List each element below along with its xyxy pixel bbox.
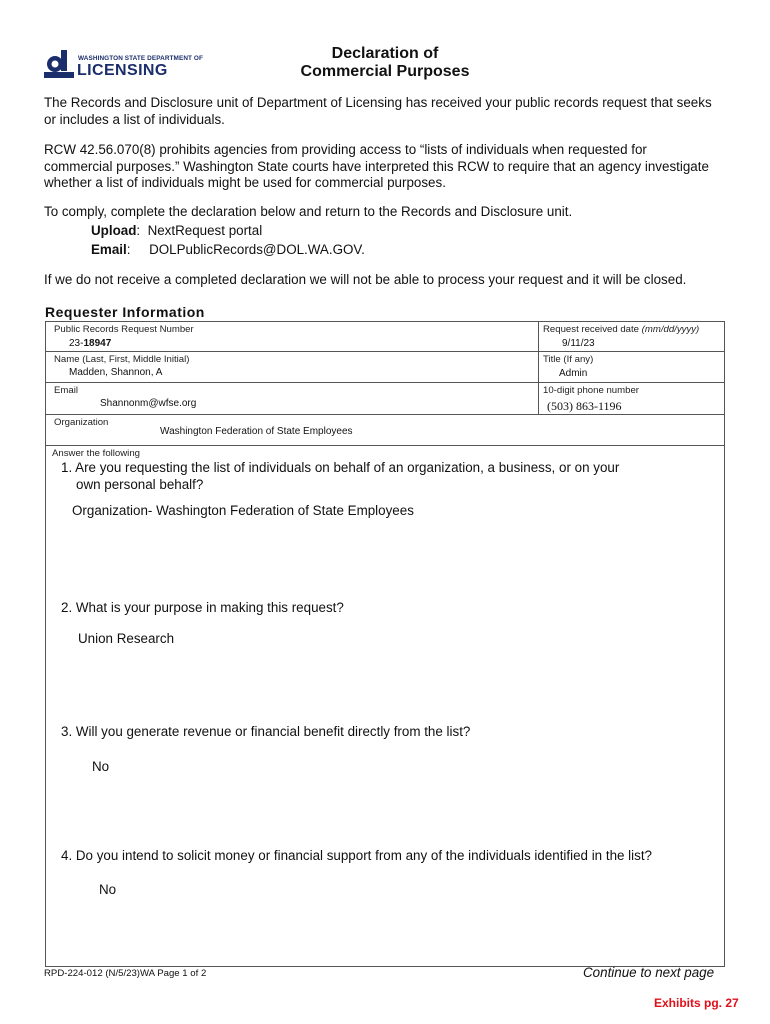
answer-2[interactable]: Union Research xyxy=(78,631,175,646)
title-line-2: Commercial Purposes xyxy=(300,63,470,80)
name-field[interactable]: Madden, Shannon, A xyxy=(69,367,163,378)
title-field[interactable]: Admin xyxy=(559,368,588,379)
question-4: 4. Do you intend to solicit money or financial support from any of the individuals identified in the list? xyxy=(61,848,652,863)
name-label: Name (Last, First, Middle Initial) xyxy=(54,354,190,365)
divider xyxy=(45,382,724,383)
organization-label: Organization xyxy=(54,417,109,428)
question-3: 3. Will you generate revenue or financial benefit directly from the list? xyxy=(61,724,471,739)
organization-field[interactable]: Washington Federation of State Employees xyxy=(160,426,353,437)
page-title xyxy=(250,45,520,81)
continue-note: Continue to next page xyxy=(583,965,715,980)
divider xyxy=(45,445,724,446)
intro-paragraph-2: RCW 42.56.070(8) prohibits agencies from providing access to “lists of individuals when requested for commercial purposes.” Washington State courts have interpreted this RCW to require that an agency investigate whether a list of individuals might be used for commercial purposes. xyxy=(44,142,709,190)
title-line-1: Declaration of xyxy=(331,45,439,62)
requester-section-title: Requester Information xyxy=(45,304,205,320)
request-number-label: Public Records Request Number xyxy=(54,324,194,335)
exhibit-stamp: Exhibits pg. 27 xyxy=(654,996,739,1010)
question-2: 2. What is your purpose in making this request? xyxy=(61,600,344,615)
request-number-prefix: 23- xyxy=(69,338,84,349)
request-number-field[interactable] xyxy=(69,338,111,349)
received-date-format: (mm/dd/yyyy) xyxy=(641,324,700,335)
upload-value: NextRequest portal xyxy=(147,223,263,238)
intro-paragraph-3: To comply, complete the declaration below and return to the Records and Disclosure unit. xyxy=(44,204,573,219)
column-divider xyxy=(538,321,539,414)
divider xyxy=(45,414,724,415)
title-label: Title (If any) xyxy=(543,354,594,365)
requester-email-label: Email xyxy=(54,385,78,396)
dol-logo xyxy=(44,50,204,80)
email-row: Email: DOLPublicRecords@DOL.WA.GOV. xyxy=(91,242,365,257)
request-number-value: 18947 xyxy=(83,338,112,349)
phone-field[interactable]: (503) 863-1196 xyxy=(547,399,622,413)
upload-row: Upload: NextRequest portal xyxy=(91,223,263,238)
email-label: Email xyxy=(91,242,127,257)
upload-label: Upload xyxy=(91,223,137,238)
intro-paragraph-1: The Records and Disclosure unit of Department of Licensing has received your public records request that seeks or includes a list of individuals. xyxy=(44,95,712,127)
form-id: RPD-224-012 (N/5/23)WA Page 1 of 2 xyxy=(44,968,207,979)
logo-main-text: LICENSING xyxy=(77,62,168,79)
received-date-field[interactable]: 9/11/23 xyxy=(562,338,595,349)
answer-3[interactable]: No xyxy=(92,759,110,774)
divider xyxy=(45,351,724,352)
phone-label: 10-digit phone number xyxy=(543,385,640,396)
intro-paragraph-4: If we do not receive a completed declaration we will not be able to process your request and it will be closed. xyxy=(44,272,687,287)
answer-4[interactable]: No xyxy=(99,882,117,897)
email-value[interactable]: DOLPublicRecords@DOL.WA.GOV. xyxy=(149,242,365,257)
received-date-label: Request received date (mm/dd/yyyy) xyxy=(543,324,700,335)
answer-1[interactable]: Organization- Washington Federation of State Employees xyxy=(72,503,414,518)
question-1: 1. Are you requesting the list of individuals on behalf of an organization, a business, or on your own personal behalf? xyxy=(61,460,620,492)
requester-email-field[interactable]: Shannonm@wfse.org xyxy=(100,398,197,409)
dol-logo-mark-icon xyxy=(44,50,74,78)
questions-intro: Answer the following xyxy=(52,448,140,459)
logo-org-line: WASHINGTON STATE DEPARTMENT OF xyxy=(78,55,204,62)
